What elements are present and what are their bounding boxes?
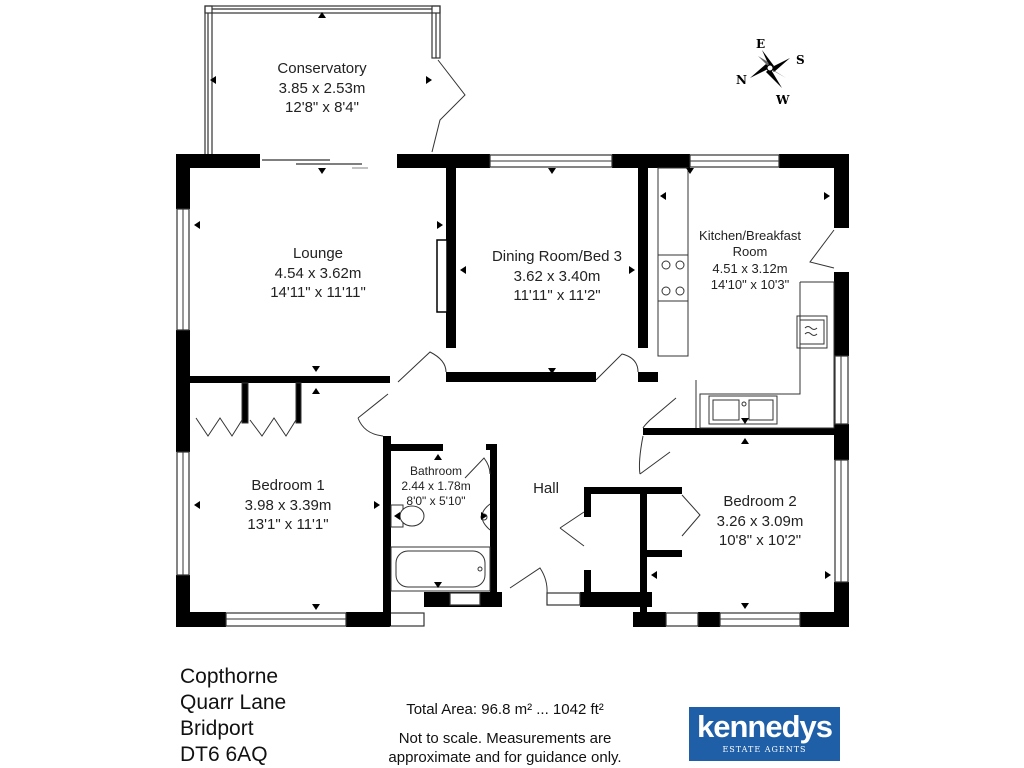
windows [177,155,848,626]
address-line-3: Bridport [180,717,254,740]
wardrobe [196,383,301,436]
total-area: Total Area: 96.8 m² ... 1042 ft² [406,701,604,718]
logo-name: kennedys [696,709,832,744]
compass-north: N [736,73,747,87]
kitchen-imperial: 14'10" x 10'3" [710,277,790,292]
dining-imperial: 11'11" x 11'2" [513,287,601,304]
compass-west: W [776,93,790,107]
kennedys-logo[interactable] [689,707,840,761]
outer-walls [176,154,849,627]
compass-icon [736,37,805,107]
logo-tagline: ESTATE AGENTS [722,745,807,754]
conservatory-name: Conservatory [277,60,367,77]
bathroom-name: Bathroom [409,464,463,478]
disclaimer-line-1: Not to scale. Measurements are [398,730,612,747]
address-line-2: Quarr Lane [180,691,287,714]
kitchen-name-line1: Kitchen/Breakfast [699,228,801,243]
dining-name: Dining Room/Bed 3 [491,248,623,265]
room-labels [245,60,804,549]
bedroom2-metric: 3.26 x 3.09m [716,513,804,530]
bedroom1-name: Bedroom 1 [251,477,325,494]
sliding-door [262,160,368,168]
bedroom2-name: Bedroom 2 [723,493,797,510]
hall-name: Hall [533,480,559,497]
compass-south: S [796,53,805,67]
conservatory-door-swing [432,60,465,152]
address-postcode: DT6 6AQ [180,743,268,766]
conservatory-metric: 3.85 x 2.53m [278,80,366,97]
dining-metric: 3.62 x 3.40m [513,268,601,285]
kitchen-units [658,168,834,428]
bedroom1-metric: 3.98 x 3.39m [244,497,332,514]
address-line-1: Copthorne [180,665,279,688]
conservatory-imperial: 12'8" x 8'4" [285,99,359,116]
kitchen-metric: 4.51 x 3.12m [712,261,788,276]
bathroom-metric: 2.44 x 1.78m [401,479,471,493]
area-and-disclaimer [360,700,650,767]
property-address [180,664,286,768]
disclaimer-line-2: approximate and for guidance only. [388,749,622,766]
lounge-imperial: 14'11" x 11'11" [270,284,366,301]
bathroom-fittings [391,504,490,591]
lounge-name: Lounge [292,245,344,262]
bathroom-imperial: 8'0" x 5'10" [406,494,466,508]
lounge-metric: 4.54 x 3.62m [274,265,362,282]
bedroom1-imperial: 13'1" x 11'1" [247,516,329,533]
bedroom2-imperial: 10'8" x 10'2" [718,532,802,549]
compass-east: E [756,37,766,51]
kitchen-name-line2: Room [732,244,768,259]
